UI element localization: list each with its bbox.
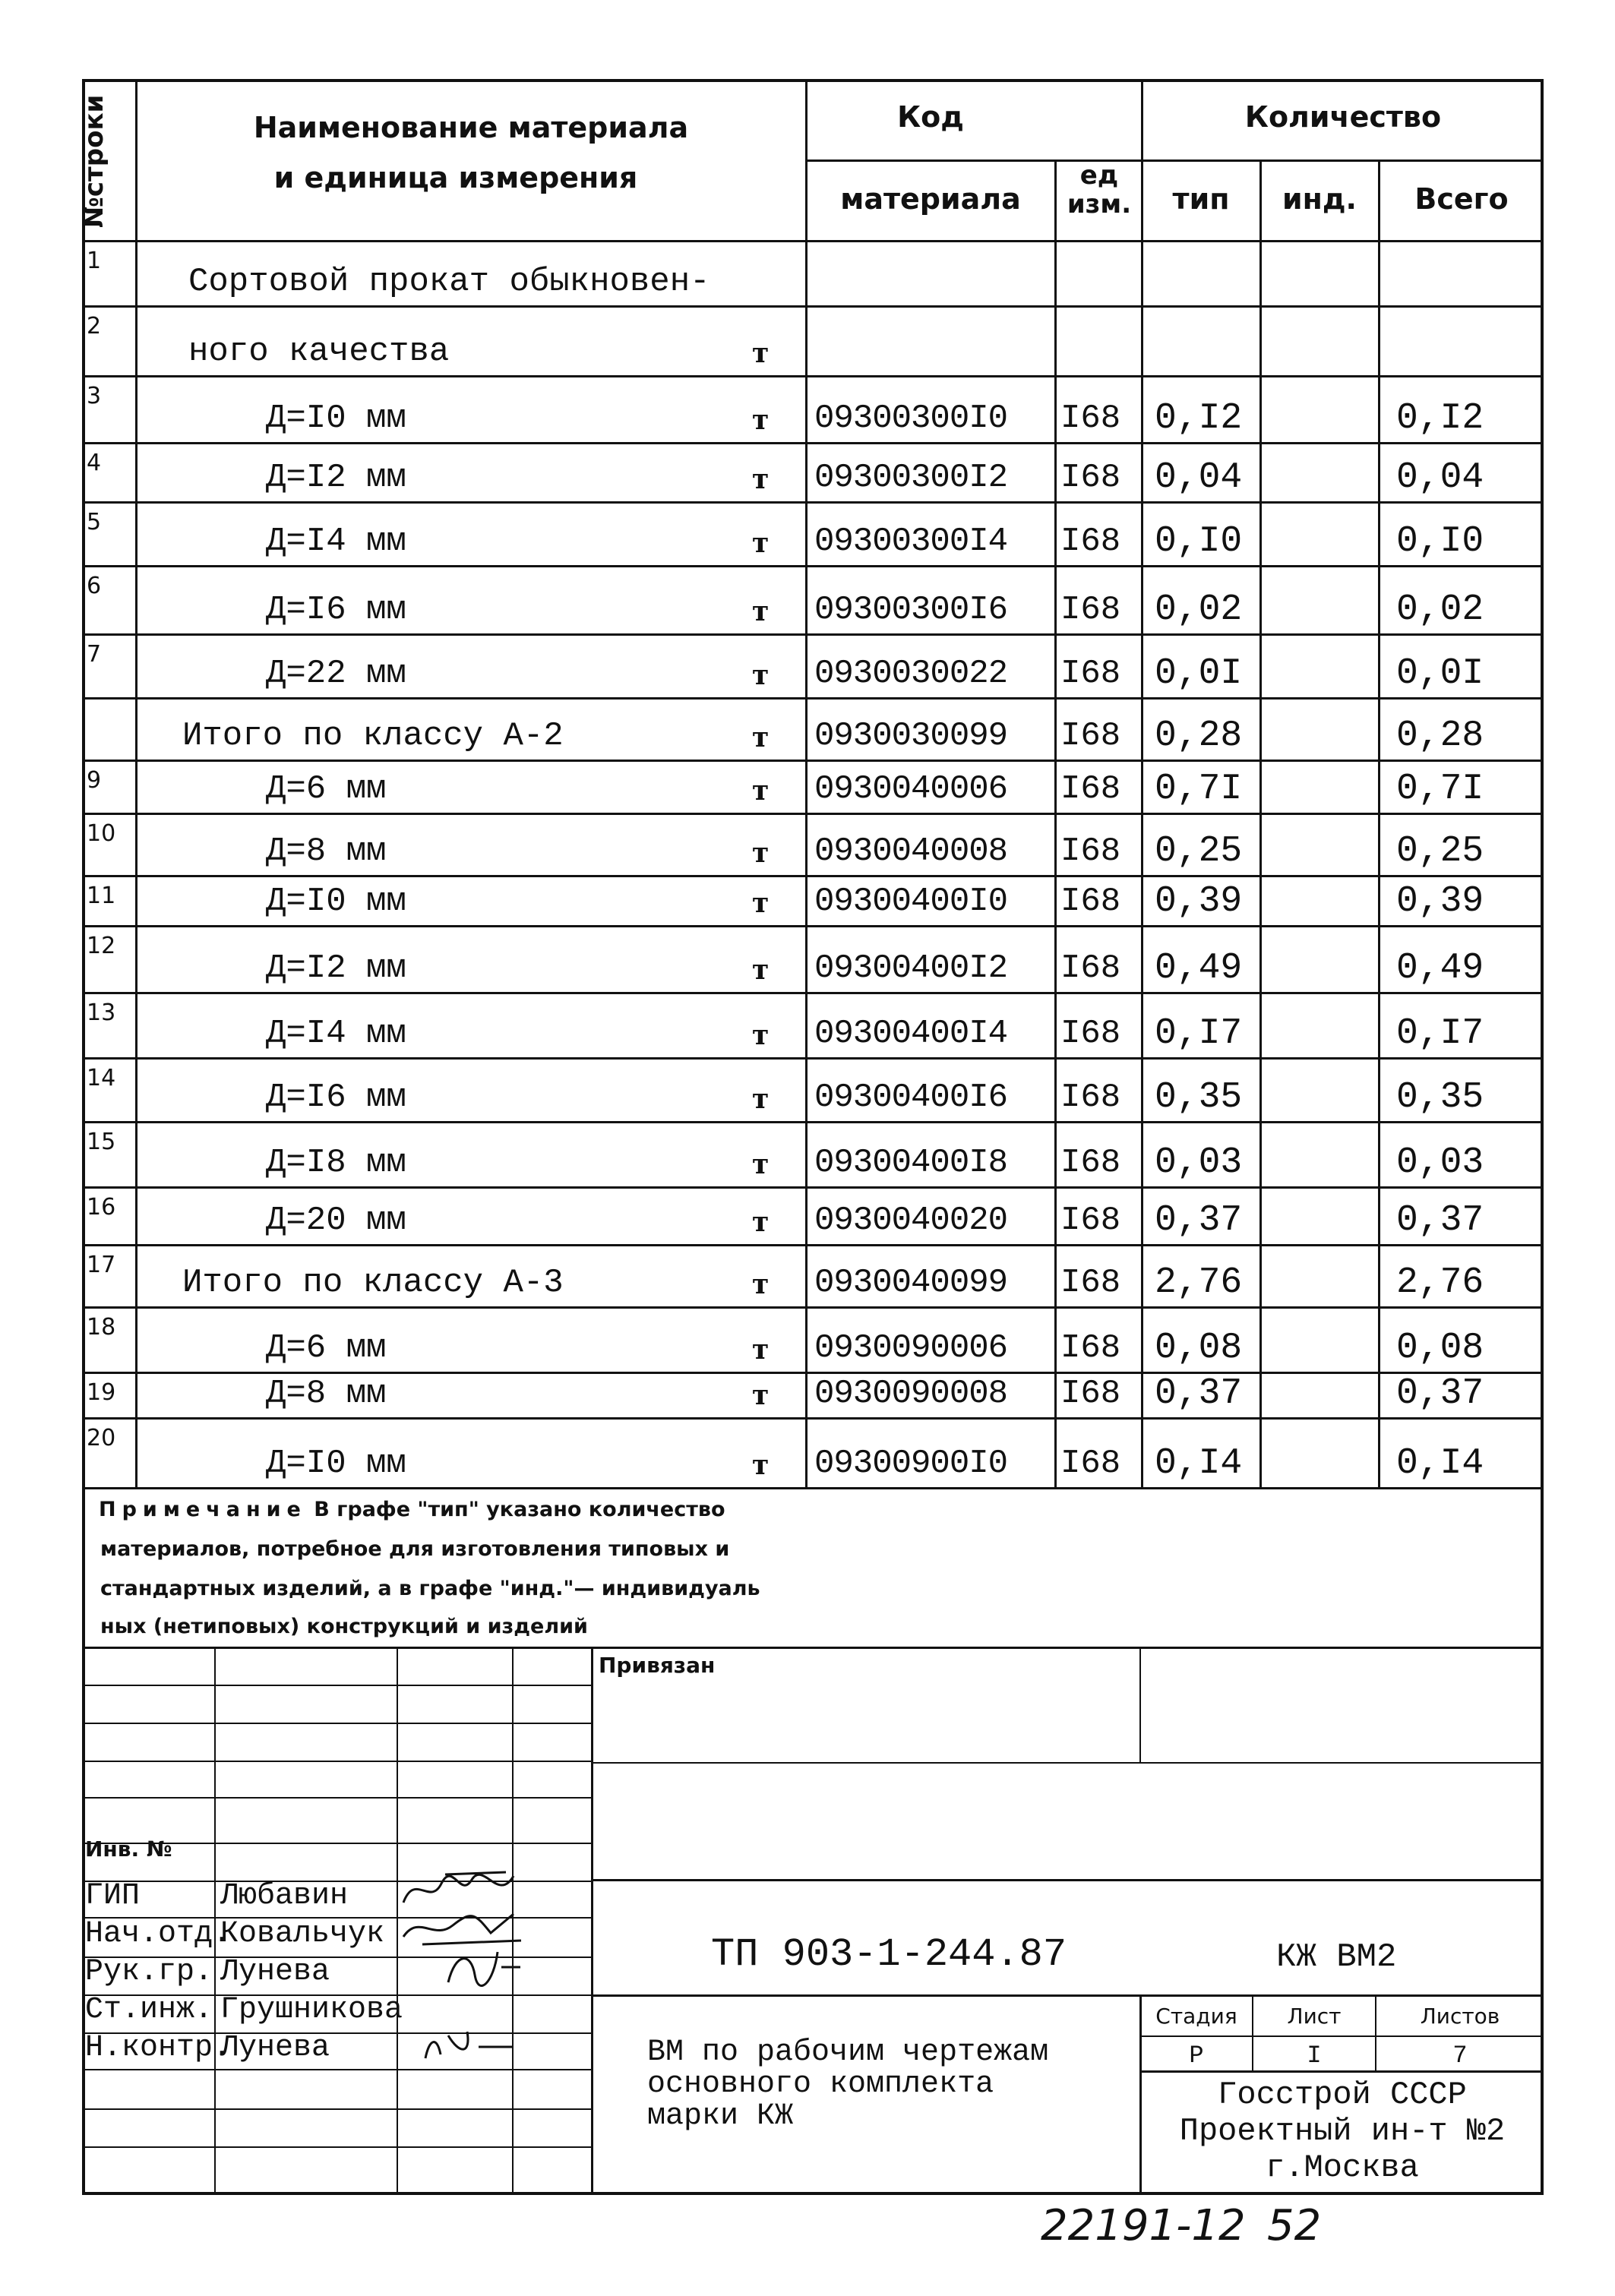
unit-code: I68: [1060, 832, 1121, 870]
unit-code: I68: [1060, 1144, 1121, 1182]
signer-role: Ст.инж.: [85, 1993, 213, 2027]
qty-total: 0,37: [1396, 1373, 1484, 1414]
header-code: Код: [897, 100, 964, 134]
row-separator: [82, 501, 1544, 504]
signer-role: Нач.отд.: [85, 1917, 232, 1951]
material-code: 09300900I0: [814, 1445, 1008, 1483]
unit-of-measure: т: [752, 527, 770, 559]
row-number: 5: [87, 509, 102, 535]
table-bottom-line: [82, 1487, 1544, 1489]
unit-of-measure: т: [752, 404, 770, 436]
row-number: 2: [87, 313, 102, 340]
qty-total: 0,28: [1396, 715, 1484, 756]
qty-total: 0,08: [1396, 1328, 1484, 1369]
material-name: Д=I4 мм: [266, 1015, 406, 1053]
qty-type: 0,0I: [1155, 653, 1243, 694]
qty-type: 0,04: [1155, 457, 1243, 498]
stamp-stage-mid: [1139, 2035, 1544, 2037]
note-text-1: В графе "тип" указано количество: [314, 1498, 725, 1521]
unit-code: I68: [1060, 883, 1121, 921]
row-separator: [82, 813, 1544, 815]
qty-total: 0,I2: [1396, 398, 1484, 439]
header-code-unit: ед изм.: [1067, 160, 1132, 219]
material-code: 0930040020: [814, 1202, 1008, 1240]
qty-type: 0,I4: [1155, 1443, 1243, 1484]
note-title: Примечание: [99, 1498, 307, 1521]
signer-role: ГИП: [85, 1879, 141, 1913]
qty-type: 0,25: [1155, 831, 1243, 872]
archive-number: 22191-12: [1041, 2201, 1246, 2250]
header-code-material: материала: [840, 182, 1021, 216]
unit-code: I68: [1060, 655, 1121, 693]
unit-of-measure: т: [752, 1206, 770, 1238]
doc-title-line1: ВМ по рабочим чертежам: [647, 2035, 1049, 2070]
row-number: 7: [87, 641, 102, 668]
col-line-ind: [1259, 159, 1262, 1489]
signer-name: Грушникова: [220, 1993, 403, 2027]
material-code: 09300400I6: [814, 1079, 1008, 1116]
qty-total: 0,0I: [1396, 653, 1484, 694]
qty-type: 0,I2: [1155, 398, 1243, 439]
row-number: 18: [87, 1314, 116, 1341]
header-qty-type: тип: [1172, 182, 1230, 216]
qty-type: 0,7I: [1155, 769, 1243, 810]
signer-role: Рук.гр.: [85, 1955, 213, 1989]
row-number: 6: [87, 573, 102, 599]
unit-code: I68: [1060, 400, 1121, 437]
doc-mark: КЖ ВМ2: [1276, 1938, 1397, 1976]
unit-code: I68: [1060, 1264, 1121, 1302]
signature-5: [418, 2020, 517, 2066]
material-name: Итого по классу А-2: [182, 717, 564, 755]
stage-label: Стадия: [1155, 2004, 1237, 2029]
stamp-h13: [82, 2146, 591, 2148]
sheets-label: Листов: [1420, 2004, 1500, 2029]
note-line-1: [99, 1498, 725, 1521]
material-code: 0930030022: [814, 655, 1008, 693]
material-name: Д=8 мм: [266, 1375, 387, 1413]
material-code: 09300300I0: [814, 400, 1008, 437]
stamp-h12: [82, 2108, 591, 2110]
row-separator: [82, 1244, 1544, 1246]
row-separator: [82, 875, 1544, 877]
stamp-top-line: [82, 1647, 1544, 1649]
material-name: Д=I6 мм: [266, 1079, 406, 1116]
qty-total: 0,25: [1396, 831, 1484, 872]
stamp-h2: [82, 1723, 591, 1724]
material-name: Д=I6 мм: [266, 591, 406, 629]
header-qty-ind: инд.: [1282, 182, 1357, 216]
row-separator: [82, 1186, 1544, 1189]
unit-code: I68: [1060, 770, 1121, 808]
unit-of-measure: т: [752, 1334, 770, 1366]
unit-code: I68: [1060, 717, 1121, 755]
doc-title-line3: марки КЖ: [647, 2099, 794, 2133]
qty-total: 0,I7: [1396, 1013, 1484, 1054]
material-code: 0930040008: [814, 832, 1008, 870]
unit-of-measure: т: [752, 337, 770, 369]
qty-type: 2,76: [1155, 1262, 1243, 1303]
row-number: 19: [87, 1379, 116, 1406]
header-sub-line: [805, 159, 1544, 162]
qty-type: 0,39: [1155, 881, 1243, 922]
row-number: 17: [87, 1252, 116, 1278]
document-frame: [82, 79, 1544, 2195]
unit-of-measure: т: [752, 463, 770, 495]
material-code: 09300400I0: [814, 883, 1008, 921]
material-code: 09300300I4: [814, 523, 1008, 561]
note-line-2: материалов, потребное для изготовления типовых и: [100, 1537, 730, 1561]
qty-total: 0,7I: [1396, 769, 1484, 810]
inventory-number-label: Инв. №: [85, 1836, 172, 1862]
row-separator: [82, 1306, 1544, 1309]
stamp-code-bottom: [591, 1994, 1544, 1997]
row-separator: [82, 1372, 1544, 1374]
material-name: Д=8 мм: [266, 832, 387, 870]
unit-code: I68: [1060, 523, 1121, 561]
row-number: 15: [87, 1129, 116, 1155]
org-line3: г.Москва: [1266, 2149, 1419, 2186]
qty-total: 0,37: [1396, 1200, 1484, 1241]
unit-code: I68: [1060, 1329, 1121, 1367]
material-name: Д=I4 мм: [266, 523, 406, 561]
unit-code: I68: [1060, 591, 1121, 629]
row-number: 12: [87, 933, 116, 959]
header-quantity: Количество: [1244, 100, 1442, 134]
material-name: Д=I0 мм: [266, 1445, 406, 1483]
material-name: Д=I0 мм: [266, 883, 406, 921]
signature-3: [441, 1944, 524, 1990]
qty-total: 0,35: [1396, 1077, 1484, 1118]
material-code: 09300400I8: [814, 1144, 1008, 1182]
qty-total: 0,04: [1396, 457, 1484, 498]
row-separator: [82, 305, 1544, 308]
note-line-3: стандартных изделий, а в графе "инд."— индивидуаль: [100, 1577, 760, 1600]
unit-of-measure: т: [752, 1148, 770, 1180]
material-code: 0930090006: [814, 1329, 1008, 1367]
material-code: 09300400I2: [814, 949, 1008, 987]
row-separator: [82, 565, 1544, 567]
page-number: 52: [1267, 2201, 1322, 2250]
material-name: Д=I0 мм: [266, 400, 406, 437]
unit-code: I68: [1060, 1202, 1121, 1240]
unit-of-measure: т: [752, 1268, 770, 1300]
material-code: 0930040006: [814, 770, 1008, 808]
row-number: 13: [87, 1000, 116, 1026]
material-name: Д=22 мм: [266, 655, 406, 693]
material-name: ного качества: [188, 333, 450, 371]
unit-of-measure: т: [752, 954, 770, 986]
signer-name: Лунева: [220, 1955, 330, 1989]
unit-code: I68: [1060, 1015, 1121, 1053]
material-code: 09300400I4: [814, 1015, 1008, 1053]
unit-of-measure: т: [752, 1449, 770, 1481]
unit-of-measure: т: [752, 722, 770, 753]
material-name: Д=I2 мм: [266, 459, 406, 497]
sheet-label: Лист: [1287, 2004, 1342, 2029]
signer-name: Любавин: [220, 1879, 349, 1913]
qty-total: 0,02: [1396, 589, 1484, 630]
col-line-total: [1378, 159, 1380, 1489]
unit-code: I68: [1060, 1445, 1121, 1483]
unit-of-measure: т: [752, 1379, 770, 1411]
stamp-h3: [82, 1761, 591, 1762]
col-line-ed: [1054, 159, 1057, 1489]
material-name: Д=I8 мм: [266, 1144, 406, 1182]
qty-total: 0,03: [1396, 1142, 1484, 1183]
material-code: 0930090008: [814, 1375, 1008, 1413]
unit-of-measure: т: [752, 887, 770, 919]
qty-total: 0,I0: [1396, 521, 1484, 562]
unit-code: I68: [1060, 1375, 1121, 1413]
stamp-v2: [397, 1647, 398, 2195]
header-rownum: №строки: [79, 94, 109, 228]
row-separator: [82, 697, 1544, 700]
material-code: 0930040099: [814, 1264, 1008, 1302]
qty-type: 0,37: [1155, 1373, 1243, 1414]
col-line-qty: [1141, 79, 1143, 1489]
stamp-privyazan-bottom: [591, 1762, 1544, 1764]
org-line2: Проектный ин-т №2: [1179, 2113, 1506, 2149]
unit-of-measure: т: [752, 775, 770, 807]
unit-code: I68: [1060, 459, 1121, 497]
sheets-value: 7: [1452, 2042, 1468, 2070]
header-name-line2: и единица измерения: [273, 161, 638, 194]
unit-code: I68: [1060, 949, 1121, 987]
unit-of-measure: т: [752, 595, 770, 627]
qty-total: 0,49: [1396, 948, 1484, 989]
qty-type: 0,28: [1155, 715, 1243, 756]
qty-type: 0,37: [1155, 1200, 1243, 1241]
qty-type: 0,49: [1155, 948, 1243, 989]
material-name: Д=20 мм: [266, 1202, 406, 1240]
signer-name: Лунева: [220, 2031, 330, 2065]
stamp-privyazan-divider: [1139, 1647, 1141, 1762]
unit-of-measure: т: [752, 1019, 770, 1051]
qty-total: 0,39: [1396, 881, 1484, 922]
stamp-code-top: [591, 1879, 1544, 1881]
material-name: Д=6 мм: [266, 1329, 387, 1367]
header-bottom-line: [82, 240, 1544, 242]
qty-type: 0,08: [1155, 1328, 1243, 1369]
doc-code: ТП 903-1-244.87: [711, 1932, 1067, 1977]
stamp-stage-bottom: [1139, 2070, 1544, 2073]
row-number: 16: [87, 1194, 116, 1221]
qty-total: 2,76: [1396, 1262, 1484, 1303]
unit-of-measure: т: [752, 1083, 770, 1115]
signer-role: Н.контр.: [85, 2031, 232, 2065]
material-code: 09300300I2: [814, 459, 1008, 497]
row-separator: [82, 992, 1544, 994]
stamp-h11: [82, 2069, 591, 2070]
stamp-h1: [82, 1685, 591, 1686]
row-separator: [82, 442, 1544, 444]
stage-value: Р: [1189, 2042, 1204, 2070]
row-number: 9: [87, 767, 102, 794]
doc-title-line2: основного комплекта: [647, 2067, 994, 2102]
material-name: Д=I2 мм: [266, 949, 406, 987]
unit-of-measure: т: [752, 659, 770, 691]
row-number: 4: [87, 450, 102, 476]
header-name-line1: Наименование материала: [253, 111, 689, 144]
row-separator: [82, 1417, 1544, 1420]
qty-type: 0,I0: [1155, 521, 1243, 562]
material-name: Сортовой прокат обыкновен-: [188, 263, 710, 301]
stamp-h4: [82, 1797, 591, 1799]
row-number: 20: [87, 1425, 116, 1451]
qty-type: 0,I7: [1155, 1013, 1243, 1054]
row-separator: [82, 1057, 1544, 1060]
material-code: 09300300I6: [814, 591, 1008, 629]
row-number: 11: [87, 883, 116, 909]
qty-total: 0,I4: [1396, 1443, 1484, 1484]
unit-of-measure: т: [752, 837, 770, 869]
unit-code: I68: [1060, 1079, 1121, 1116]
qty-type: 0,35: [1155, 1077, 1243, 1118]
row-separator: [82, 760, 1544, 762]
row-separator: [82, 633, 1544, 636]
col-line-code: [805, 79, 808, 1489]
material-name: Д=6 мм: [266, 770, 387, 808]
header-qty-total: Всего: [1414, 182, 1509, 216]
sheet-value: I: [1307, 2042, 1322, 2070]
row-number: 10: [87, 820, 116, 847]
row-separator: [82, 1121, 1544, 1123]
privyazan-label: Привязан: [599, 1653, 716, 1678]
note-line-4: ных (нетиповых) конструкций и изделий: [100, 1615, 588, 1638]
row-number: 1: [87, 248, 102, 274]
row-number: 14: [87, 1065, 116, 1091]
material-name: Итого по классу А-3: [182, 1264, 564, 1302]
material-code: 0930030099: [814, 717, 1008, 755]
qty-type: 0,02: [1155, 589, 1243, 630]
stamp-v4: [591, 1647, 593, 2195]
row-separator: [82, 375, 1544, 377]
org-line1: Госстрой СССР: [1218, 2077, 1467, 2113]
qty-type: 0,03: [1155, 1142, 1243, 1183]
row-number: 3: [87, 383, 102, 409]
row-separator: [82, 925, 1544, 927]
signer-name: Ковальчук: [220, 1917, 385, 1951]
